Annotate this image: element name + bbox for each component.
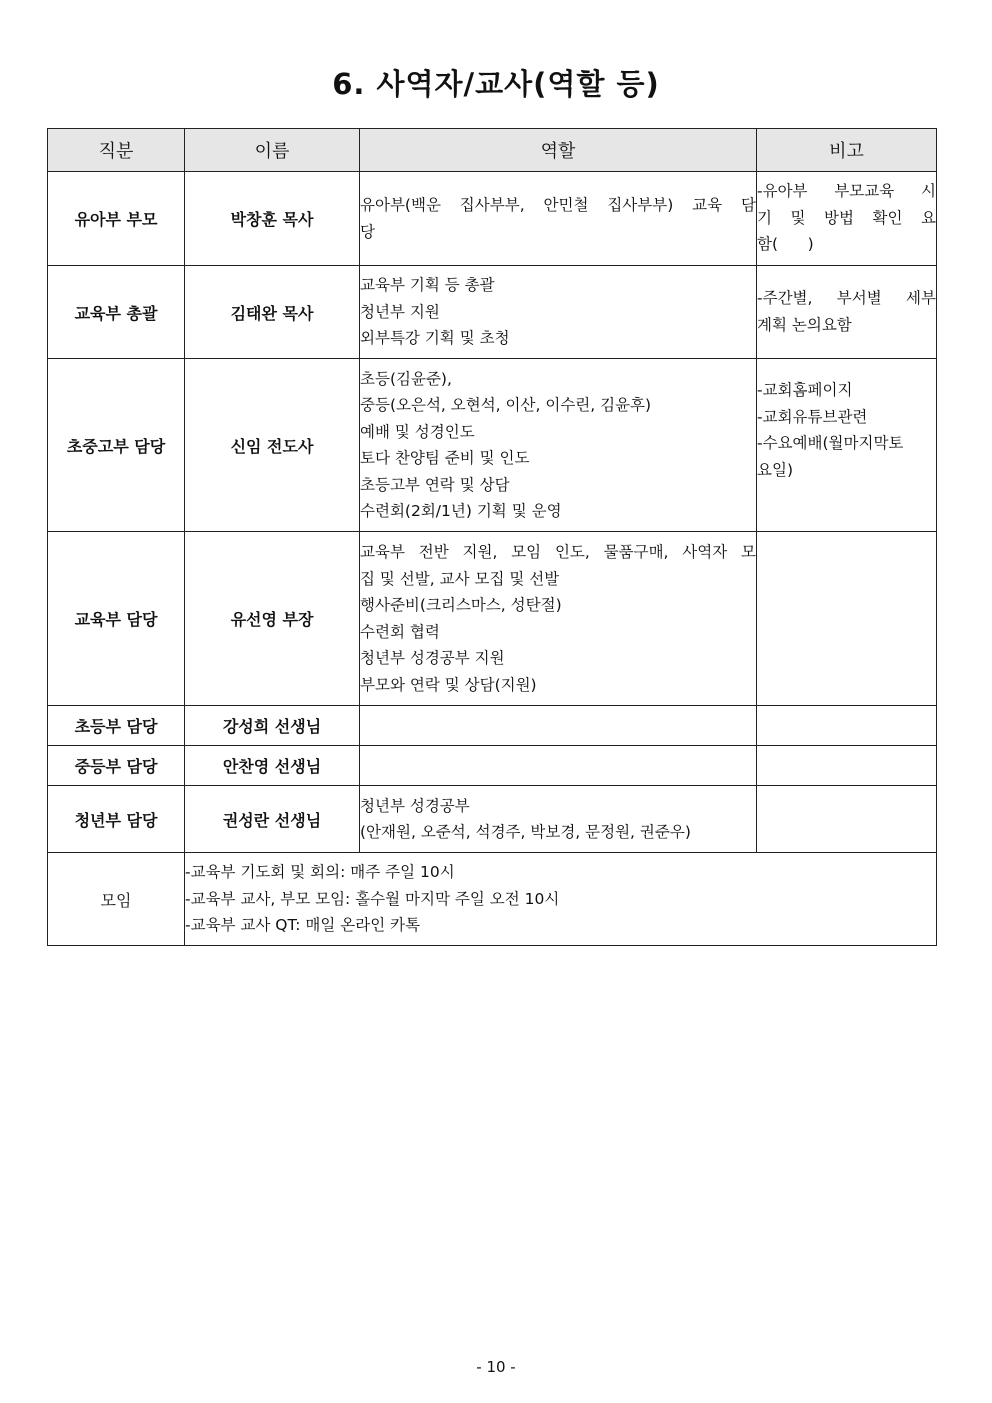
note-line: -주간별, 부서별 세부 [757, 289, 936, 307]
position-cell: 청년부 담당 [48, 786, 185, 853]
note-cell [757, 706, 937, 746]
name-cell: 유선영 부장 [185, 532, 360, 706]
role-line: 초등고부 연락 및 상담 [360, 475, 510, 494]
table-header-row [48, 129, 937, 172]
table-row [48, 746, 937, 786]
name-cell: 박창훈 목사 [185, 172, 360, 266]
role-line: 외부특강 기획 및 초청 [360, 329, 510, 348]
role-line: 예배 및 성경인도 [360, 422, 475, 441]
header-position: 직분 [48, 129, 185, 172]
name-cell: 안찬영 선생님 [185, 746, 360, 786]
table-row [48, 532, 937, 706]
meeting-line: -교육부 기도회 및 회의: 매주 주일 10시 [185, 863, 455, 882]
note-cell [757, 266, 937, 359]
role-cell [360, 172, 757, 266]
role-line: 중등(오은석, 오현석, 이산, 이수린, 김윤후) [360, 396, 652, 414]
name-cell: 권성란 선생님 [185, 786, 360, 853]
role-line: 교육부 전반 지원, 모임 인도, 물품구매, 사역자 모 [360, 543, 756, 561]
meeting-label: 모임 [48, 853, 185, 946]
role-line: 초등(김윤준), [360, 369, 452, 388]
role-line: 청년부 성경공부 지원 [360, 649, 505, 667]
note-line: 요일) [757, 460, 793, 479]
name-cell: 김태완 목사 [185, 266, 360, 359]
position-cell: 초중고부 담당 [48, 359, 185, 532]
role-line: 당 [360, 222, 375, 241]
role-line: 행사준비(크리스마스, 성탄절) [360, 596, 562, 614]
role-line: 유아부(백운 집사부부, 안민철 집사부부) 교육 담 [360, 196, 756, 214]
meeting-cell [185, 853, 937, 946]
table-row [48, 359, 937, 532]
name-cell: 강성희 선생님 [185, 706, 360, 746]
table-row [48, 172, 937, 266]
position-cell: 초등부 담당 [48, 706, 185, 746]
note-line: -수요예배(월마지막토 [757, 434, 904, 452]
table-row [48, 706, 937, 746]
role-line: 부모와 연락 및 상담(지원) [360, 675, 537, 694]
name-cell: 신임 전도사 [185, 359, 360, 532]
roles-table [47, 128, 937, 946]
role-line: 청년부 성경공부 [360, 796, 470, 815]
role-cell [360, 786, 757, 853]
note-line: 함( ) [757, 235, 814, 253]
role-cell [360, 266, 757, 359]
role-line: 수련회 협력 [360, 622, 440, 641]
note-line: 계획 논의요함 [757, 315, 852, 334]
role-line: 청년부 지원 [360, 302, 440, 321]
position-cell: 중등부 담당 [48, 746, 185, 786]
header-name: 이름 [185, 129, 360, 172]
position-cell: 교육부 담당 [48, 532, 185, 706]
note-cell [757, 532, 937, 706]
meeting-line: -교육부 교사, 부모 모임: 홀수월 마지막 주일 오전 10시 [185, 889, 560, 908]
note-cell [757, 786, 937, 853]
note-cell [757, 746, 937, 786]
note-cell [757, 172, 937, 266]
position-cell: 유아부 부모 [48, 172, 185, 266]
role-line: 집 및 선발, 교사 모집 및 선발 [360, 569, 560, 588]
note-cell [757, 359, 937, 532]
role-line: 수련회(2회/1년) 기획 및 운영 [360, 502, 562, 520]
meeting-line: -교육부 교사 QT: 매일 온라인 카톡 [185, 916, 421, 935]
header-role: 역할 [360, 129, 757, 172]
role-cell [360, 359, 757, 532]
role-line: (안재원, 오준석, 석경주, 박보경, 문정원, 권준우) [360, 823, 691, 841]
note-line: -교회홈페이지 [757, 381, 853, 399]
table-row [48, 786, 937, 853]
meeting-row [48, 853, 937, 946]
role-cell [360, 532, 757, 706]
role-line: 교육부 기획 등 총괄 [360, 276, 495, 295]
role-line: 토다 찬양팀 준비 및 인도 [360, 449, 530, 467]
role-cell [360, 746, 757, 786]
role-cell [360, 706, 757, 746]
note-line: -교회유튜브관련 [757, 407, 868, 426]
note-line: 기 및 방법 확인 요 [757, 208, 936, 227]
page-title: 6. 사역자/교사(역할 등) [332, 67, 660, 101]
page-number: - 10 - [476, 1358, 516, 1376]
position-cell: 교육부 총괄 [48, 266, 185, 359]
note-line: -유아부 부모교육 시 [757, 182, 936, 200]
table-row [48, 266, 937, 359]
header-note: 비고 [757, 129, 937, 172]
